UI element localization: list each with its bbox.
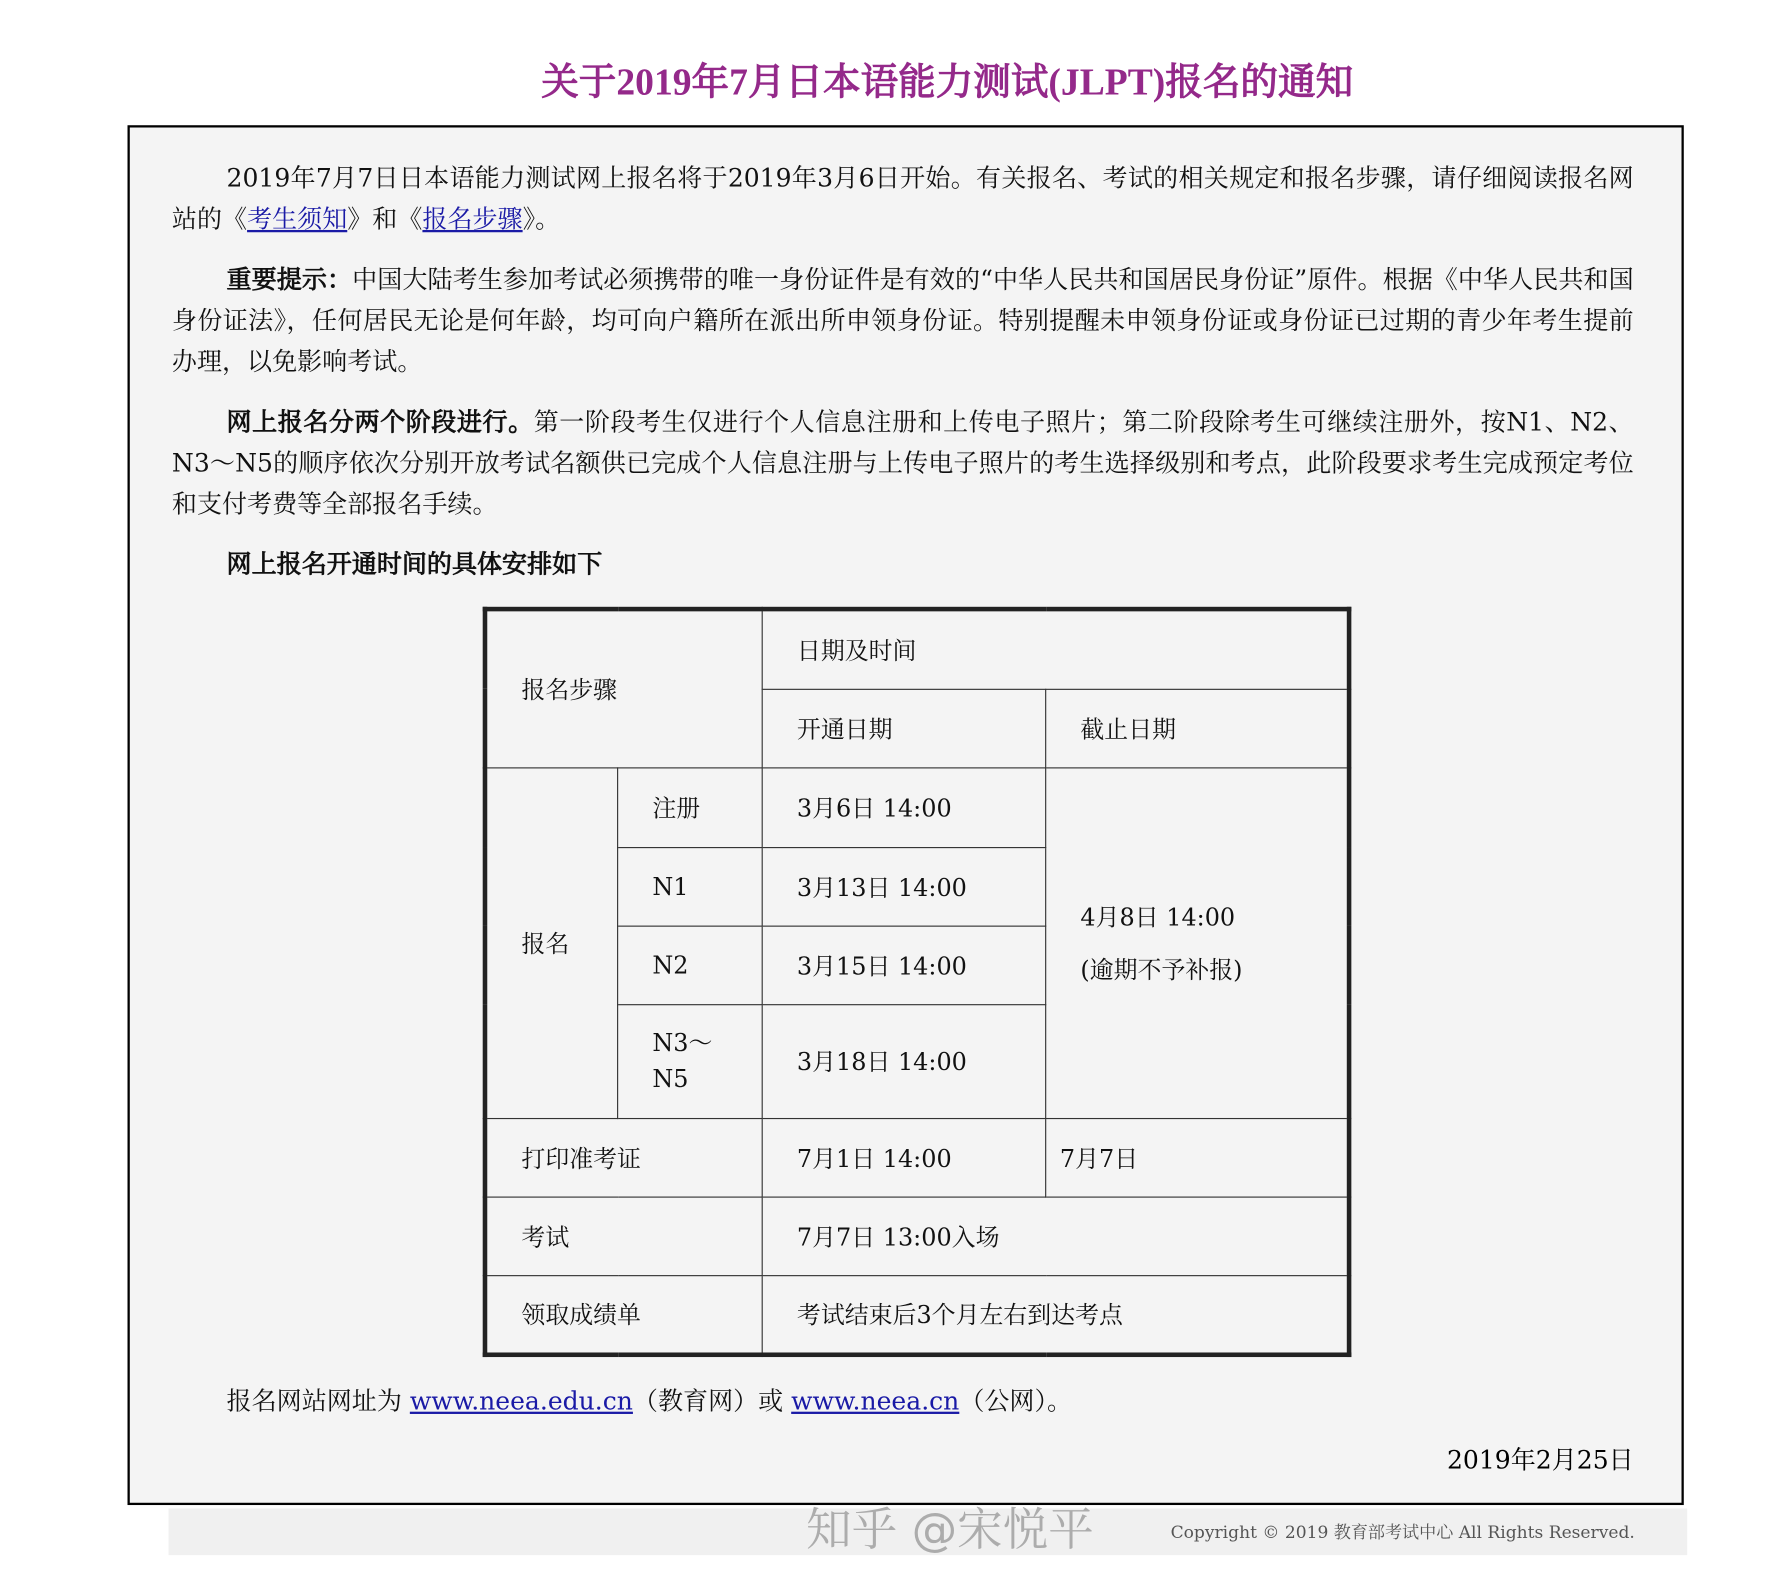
footer <box>168 1503 1687 1557</box>
exam-notice-link[interactable]: 考生须知 <box>247 206 348 235</box>
schedule-heading-text: 网上报名开通时间的具体安排如下 <box>226 549 603 580</box>
intro-text-3: 》。 <box>522 206 561 235</box>
header-step: 报名步骤 <box>485 609 762 767</box>
stages-label: 网上报名分两个阶段进行。 <box>226 407 534 438</box>
website-text-2: （教育网）或 <box>632 1387 792 1417</box>
publish-date: 2019年2月25日 <box>1447 1446 1634 1476</box>
intro-paragraph <box>172 159 1634 241</box>
neea-link[interactable]: www.neea.cn <box>791 1387 960 1417</box>
step-cell: N2 <box>618 926 763 1005</box>
header-close: 截止日期 <box>1046 689 1349 768</box>
step-cell: 注册 <box>618 767 763 847</box>
step-cell: N3～N5 <box>618 1004 763 1118</box>
registration-steps-link[interactable]: 报名步骤 <box>422 206 523 235</box>
registration-close-cell <box>1046 767 1349 1118</box>
open-cell: 3月13日 14:00 <box>762 847 1045 926</box>
watermark: 知乎 @宋悦平 <box>806 1503 1094 1557</box>
intro-text-2: 》和《 <box>347 206 423 235</box>
score-value: 考试结束后3个月左右到达考点 <box>762 1275 1349 1355</box>
print-step: 打印准考证 <box>485 1118 762 1197</box>
print-open: 7月1日 14:00 <box>762 1118 1045 1197</box>
website-text: 报名网站网址为 <box>226 1387 410 1417</box>
print-close: 7月7日 <box>1046 1118 1349 1197</box>
schedule-table <box>483 607 1352 1357</box>
important-label: 重要提示： <box>226 265 353 295</box>
open-cell: 3月18日 14:00 <box>762 1004 1045 1118</box>
exam-value: 7月7日 13:00入场 <box>762 1197 1349 1276</box>
score-step: 领取成绩单 <box>485 1275 762 1355</box>
intro-text: 2019年7月7日日本语能力测试网上报名将于2019年3月6日开始。有关报名、考试的相关规定和报名步骤，请仔细阅读报名网站的《 <box>171 165 1634 235</box>
notice-box <box>128 125 1684 1505</box>
neea-edu-link[interactable]: www.neea.edu.cn <box>409 1387 633 1417</box>
important-notice-paragraph <box>172 260 1634 384</box>
header-open: 开通日期 <box>762 689 1045 768</box>
registration-group: 报名 <box>485 767 618 1118</box>
close-date: 4月8日 14:00 <box>1080 903 1236 932</box>
schedule-heading <box>172 544 1634 586</box>
important-text: 中国大陆考生参加考试必须携带的唯一身份证件是有效的“中华人民共和国居民身份证”原件。根据《中华人民共和国身份证法》，任何居民无论是何年龄，均可向户籍所在派出所申领身份证。特别提醒未申领身份证或身份证已过期的青少年考生提前办理，以免影响考试。 <box>171 266 1634 377</box>
copyright: Copyright © 2019 教育部考试中心 All Rights Reserved. <box>1170 1522 1635 1543</box>
step-cell: N1 <box>618 847 763 926</box>
open-cell: 3月15日 14:00 <box>762 926 1045 1005</box>
website-text-3: （公网）。 <box>959 1387 1073 1417</box>
open-cell: 3月6日 14:00 <box>762 767 1045 847</box>
stages-paragraph <box>172 402 1634 526</box>
page-title: 关于2019年7月日本语能力测试(JLPT)报名的通知 <box>541 62 1354 104</box>
exam-step: 考试 <box>485 1197 762 1276</box>
stages-text: 第一阶段考生仅进行个人信息注册和上传电子照片；第二阶段除考生可继续注册外，按N1、N2、N3～N5的顺序依次分别开放考试名额供已完成个人信息注册与上传电子照片的考生选择级别和考点，此阶段要求考生完成预定考位和支付考费等全部报名手续。 <box>171 408 1634 520</box>
close-note: (逾期不予补报) <box>1080 956 1243 984</box>
website-paragraph <box>172 1382 1634 1423</box>
header-datetime: 日期及时间 <box>762 609 1349 689</box>
